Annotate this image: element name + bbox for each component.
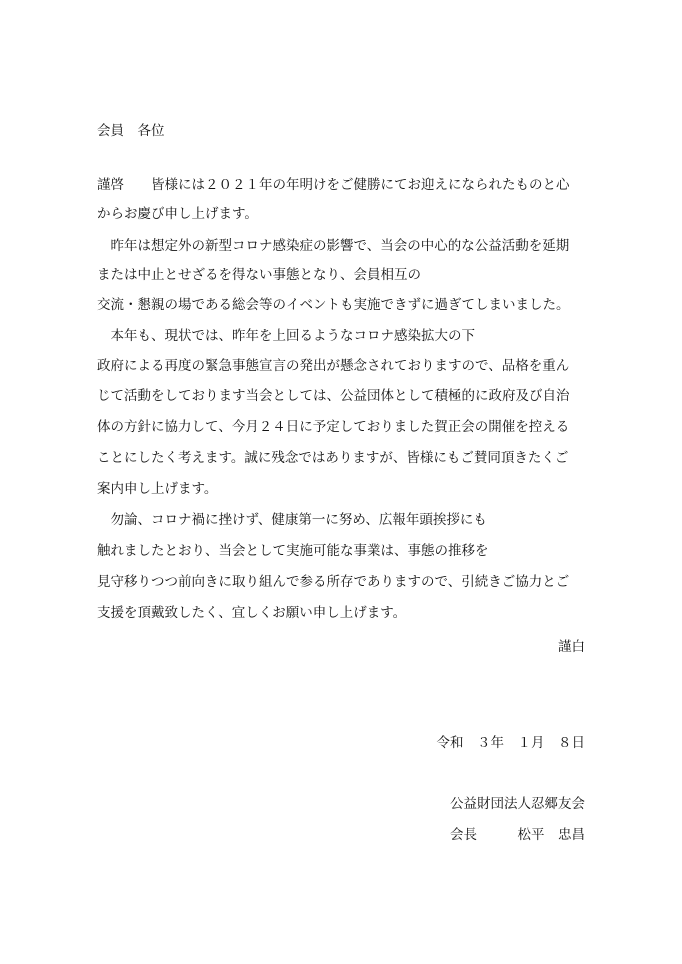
body-line-12: 勿論、コロナ禍に挫けず、健康第一に努め、広報年頭挨拶にも [97, 512, 487, 528]
body-line-13: 触れましたとおり、当会として実施可能な事業は、事態の推移を [97, 543, 489, 559]
body-line-4: または中止とせざるを得ない事態となり、会員相互の [97, 267, 421, 283]
body-line-11: 案内申し上げます。 [97, 481, 218, 497]
body-line-3: 昨年は想定外の新型コロナ感染症の影響で、当会の中心的な公益活動を延期 [97, 238, 570, 254]
letter-date: 令和 ３年 １月 ８日 [436, 735, 585, 751]
body-line-14: 見守移りつつ前向きに取り組んで参る所存でありますので、引続きご協力とご [97, 574, 570, 590]
organization-name: 公益財団法人忍郷友会 [450, 796, 585, 812]
body-line-1: 謹啓 皆様には２０２１年の年明けをご健勝にてお迎えになられたものと心 [97, 177, 570, 193]
body-line-9: 体の方針に協力して、今月２４日に予定しておりました賀正会の開催を控える [97, 419, 570, 435]
addressee: 会員 各位 [97, 123, 165, 139]
body-line-7: 政府による再度の緊急事態宣言の発出が懸念されておりますので、品格を重ん [97, 358, 570, 374]
body-line-10: ことにしたく考えます。誠に残念ではありますが、皆様にもご賛同頂きたくご [97, 450, 569, 466]
body-line-6: 本年も、現状では、昨年を上回るようなコロナ感染拡大の下 [97, 328, 475, 344]
body-line-5: 交流・懇親の場である総会等のイベントも実施できずに過ぎてしまいました。 [97, 297, 570, 313]
body-line-2: からお慶び申し上げます。 [97, 206, 258, 222]
signature: 会長 松平 忠昌 [450, 827, 585, 843]
closing-word: 謹白 [558, 639, 585, 655]
body-line-15: 支援を頂戴致したく、宜しくお願い申し上げます。 [97, 605, 407, 621]
body-line-8: じて活動をしております当会としては、公益団体として積極的に政府及び自治 [97, 388, 570, 404]
